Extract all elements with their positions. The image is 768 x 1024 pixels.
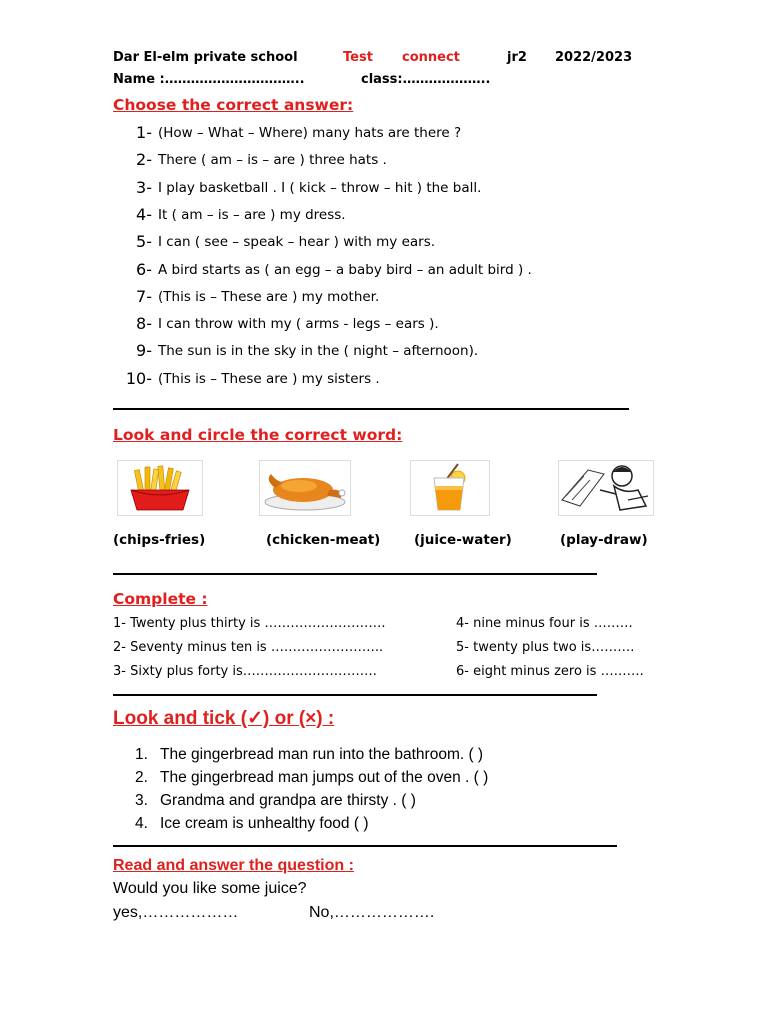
year-label: 2022/2023 xyxy=(555,50,633,65)
circle-option-3: (juice-water) xyxy=(414,532,512,548)
answer-yes-line: yes,……………… xyxy=(113,904,239,921)
question-number: 7- xyxy=(136,286,152,306)
grade-label: jr2 xyxy=(507,50,527,65)
question-number: 4- xyxy=(136,204,152,224)
name-line: Name :………………………….. xyxy=(113,72,305,87)
section-title-tick: Look and tick (✓) or (×) : xyxy=(113,708,335,729)
test-label: Test xyxy=(343,50,373,65)
tick-item-3: Grandma and grandpa are thirsty . ( ) xyxy=(160,792,416,809)
question-text: A bird starts as ( an egg – a baby bird – an adult bird ) . xyxy=(158,261,532,278)
divider xyxy=(113,845,617,847)
connect-label: connect xyxy=(402,50,460,65)
question-text: There ( am – is – are ) three hats . xyxy=(158,152,387,169)
drawing-boy-icon xyxy=(558,460,654,516)
question-number: 9- xyxy=(136,341,152,361)
tick-item-1: The gingerbread man run into the bathroom. ( ) xyxy=(160,746,484,763)
divider xyxy=(113,408,629,410)
complete-item-2: 2- Seventy minus ten is …………………….. xyxy=(113,640,384,655)
divider xyxy=(113,694,597,696)
complete-item-1: 1- Twenty plus thirty is ………………………. xyxy=(113,616,386,631)
question-text: The sun is in the sky in the ( night – afternoon). xyxy=(158,343,479,360)
question-number: 6- xyxy=(136,259,152,279)
juice-icon xyxy=(410,460,490,516)
class-line: class:……………….. xyxy=(361,72,491,87)
section-title-read: Read and answer the question : xyxy=(113,857,354,874)
tick-num-1: 1. xyxy=(135,746,148,763)
chicken-icon xyxy=(259,460,351,516)
tick-num-2: 2. xyxy=(135,769,148,786)
question-text: I can throw with my ( arms - legs – ears ). xyxy=(158,316,439,333)
fries-icon xyxy=(117,460,203,516)
question-number: 5- xyxy=(136,232,152,252)
section-title-complete: Complete : xyxy=(113,590,208,608)
divider xyxy=(113,573,597,575)
section-title-circle: Look and circle the correct word: xyxy=(113,426,403,444)
complete-item-3: 3- Sixty plus forty is…………………………. xyxy=(113,664,377,679)
section-title-choose: Choose the correct answer: xyxy=(113,96,354,114)
circle-option-4: (play-draw) xyxy=(560,532,648,548)
school-name: Dar El-elm private school xyxy=(113,50,298,65)
question-number: 8- xyxy=(136,314,152,334)
question-text: (This is – These are ) my mother. xyxy=(158,288,380,305)
answer-no-line: No,………………. xyxy=(309,904,435,921)
read-question: Would you like some juice? xyxy=(113,880,307,897)
tick-item-2: The gingerbread man jumps out of the oven . ( ) xyxy=(160,769,489,786)
complete-item-4: 4- nine minus four is ……… xyxy=(456,616,633,631)
circle-option-2: (chicken-meat) xyxy=(266,532,381,548)
complete-item-6: 6- eight minus zero is ………. xyxy=(456,664,644,679)
tick-num-3: 3. xyxy=(135,792,148,809)
tick-item-4: Ice cream is unhealthy food ( ) xyxy=(160,815,369,832)
question-number: 10- xyxy=(125,368,152,388)
circle-option-1: (chips-fries) xyxy=(113,532,206,548)
question-text: It ( am – is – are ) my dress. xyxy=(158,206,346,223)
complete-item-5: 5- twenty plus two is………. xyxy=(456,640,635,655)
question-text: (How – What – Where) many hats are there ? xyxy=(158,125,462,141)
tick-num-4: 4. xyxy=(135,815,148,832)
question-text: (This is – These are ) my sisters . xyxy=(158,370,380,387)
question-number: 2- xyxy=(136,150,152,170)
question-number: 3- xyxy=(136,177,152,197)
question-text: I play basketball . I ( kick – throw – hit ) the ball. xyxy=(158,179,482,196)
question-number: 1- xyxy=(136,123,152,142)
question-text: I can ( see – speak – hear ) with my ears. xyxy=(158,234,436,251)
